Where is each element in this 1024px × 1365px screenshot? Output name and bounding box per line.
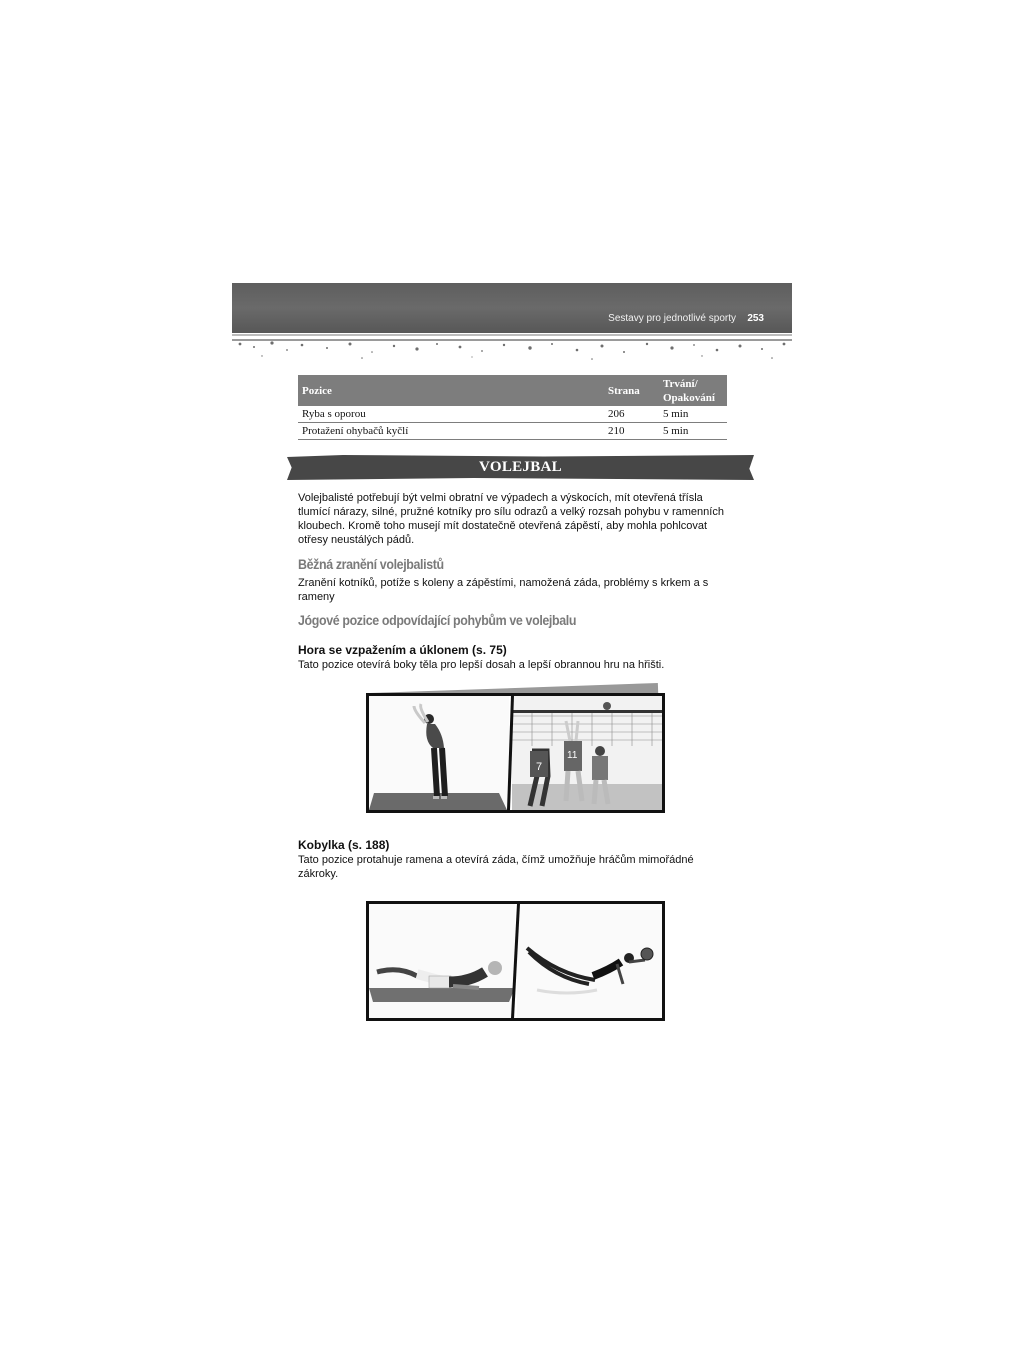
man-locust-pose-photo — [369, 904, 515, 1018]
volleyball-block-photo — [512, 696, 662, 810]
poses-heading: Jógové pozice odpovídající pohybům ve volejbalu — [298, 613, 577, 628]
woman-side-bend-photo — [369, 696, 509, 810]
cell-strana: 206 — [604, 406, 659, 423]
cell-pozice: Ryba s oporou — [298, 406, 604, 423]
running-title: Sestavy pro jednotlivé sporty — [608, 313, 736, 324]
pose-title: Hora se vzpažením a úklonem (s. 75) — [298, 643, 507, 657]
column-header-strana: Strana — [604, 375, 659, 406]
ink-splatter-decoration — [232, 338, 792, 364]
injuries-text: Zranění kotníků, potíže s koleny a zápěstími, namožená záda, problémy s krkem a s rameny — [298, 577, 709, 603]
table-row — [298, 423, 727, 440]
page-header — [232, 283, 792, 333]
cell-trvani: 5 min — [659, 406, 727, 423]
section-title: VOLEJBAL — [479, 459, 562, 475]
cell-pozice: Protažení ohybačů kyčlí — [298, 423, 604, 440]
column-header-trvani: Trvání/ Opakování — [659, 375, 727, 406]
pose-description: Tato pozice otevírá boky těla pro lepší dosah a lepší obrannou hru na hřišti. — [298, 659, 665, 671]
column-header-pozice: Pozice — [298, 375, 604, 406]
header-rule — [232, 334, 792, 336]
cell-strana: 210 — [604, 423, 659, 440]
volleyball-dive-photo — [517, 904, 662, 1018]
photo-pair — [366, 693, 665, 813]
svg-text:7: 7 — [536, 761, 543, 773]
cell-trvani: 5 min — [659, 423, 727, 440]
pose-description: Tato pozice protahuje ramena a otevírá záda, čímž umožňuje hráčům mimořádné zákroky. — [298, 854, 694, 880]
table-header-row — [298, 375, 727, 406]
svg-text:11: 11 — [567, 750, 578, 761]
page-number: 253 — [747, 313, 764, 324]
pose-title: Kobylka (s. 188) — [298, 838, 390, 852]
intro-paragraph: Volejbalisté potřebují být velmi obratní ve výpadech a výskocích, mít otevřená třísla tlumící nárazy, silné, pružné kotníky pro sílu odrazů a velký rozsah pohybu v ramenních kloubech. Kromě toho musejí mít dostatečně otevřená zápěstí, aby mohla pohlcovat otřesy neustálých pádů. — [298, 492, 724, 546]
photo-pair — [366, 901, 665, 1021]
pose-table — [298, 375, 727, 440]
injuries-heading: Běžná zranění volejbalistů — [298, 557, 444, 572]
table-row — [298, 406, 727, 423]
